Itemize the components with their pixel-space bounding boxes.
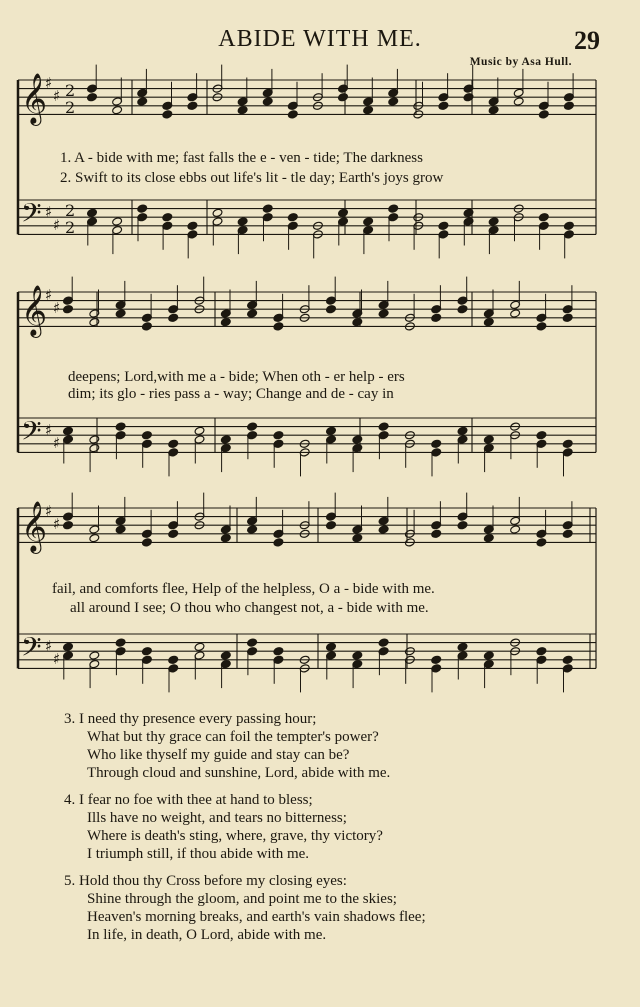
sharp-icon: ♯ [45, 502, 53, 520]
treble-note [352, 317, 363, 326]
bass-note [338, 208, 349, 217]
bass-note [262, 204, 273, 213]
bass-note [378, 422, 389, 431]
bass-note [563, 221, 574, 230]
bass-note [137, 204, 148, 213]
bass-note [89, 435, 100, 444]
verse-3 [64, 710, 390, 782]
lyrics-system-3-verse-1: fail, and comforts flee, Help of the helpless, O a - bide with me. [52, 581, 435, 597]
treble-note [513, 97, 524, 106]
treble-note [536, 538, 547, 547]
treble-note [338, 93, 349, 102]
treble-note [168, 529, 179, 538]
treble-note [141, 322, 152, 331]
treble-clef-icon: 𝄞 [21, 285, 48, 336]
time-signature: 2 [65, 81, 76, 100]
treble-note [115, 525, 126, 534]
bass-note [483, 651, 494, 660]
treble-note [63, 521, 74, 530]
bass-note [168, 655, 179, 664]
bass-note [63, 426, 74, 435]
treble-note [488, 105, 499, 114]
bass-note [273, 431, 284, 440]
verse-line: Ills have no weight, and tears no bitterness; [87, 810, 347, 826]
treble-note [536, 322, 547, 331]
bass-note [194, 426, 205, 435]
bass-note [457, 426, 468, 435]
treble-clef-icon: 𝄞 [21, 501, 48, 552]
sharp-icon: ♯ [53, 515, 61, 533]
treble-clef-icon: 𝄞 [21, 73, 48, 124]
verse-line: What but thy grace can foil the tempter's power? [87, 729, 379, 745]
treble-note [273, 322, 284, 331]
composer-credit: Music by Asa Hull. [469, 56, 572, 68]
bass-note [63, 642, 74, 651]
bass-note [431, 439, 442, 448]
lyrics-system-2-verse-2: dim; its glo - ries pass a - way; Change and de - cay in [68, 386, 394, 402]
treble-note [187, 101, 198, 110]
verse-line: Shine through the gloom, and point me to the skies; [87, 891, 397, 907]
bass-note [287, 213, 298, 222]
bass-note [562, 439, 573, 448]
treble-note [457, 521, 468, 530]
treble-note [483, 533, 494, 542]
sharp-icon: ♯ [53, 650, 61, 668]
treble-note [162, 110, 173, 119]
page-number: 29 [574, 26, 600, 55]
bass-note [352, 435, 363, 444]
treble-note [112, 105, 123, 114]
bass-note [247, 422, 258, 431]
treble-note [431, 529, 442, 538]
bass-note [194, 642, 205, 651]
verse-line: 5. Hold thou thy Cross before my closing eyes: [64, 873, 347, 889]
treble-note [89, 533, 100, 542]
time-signature: 2 [65, 98, 76, 117]
bass-note [378, 638, 389, 647]
sharp-icon: ♯ [53, 434, 61, 452]
treble-note [220, 533, 231, 542]
treble-note [262, 97, 273, 106]
bass-note [431, 655, 442, 664]
treble-note [378, 525, 389, 534]
treble-note [89, 317, 100, 326]
bass-note [247, 638, 258, 647]
bass-note [352, 651, 363, 660]
bass-note [457, 642, 468, 651]
treble-note [141, 538, 152, 547]
bass-note [187, 221, 198, 230]
verse-line: 4. I fear no foe with thee at hand to bless; [64, 792, 313, 808]
verse-5 [64, 872, 426, 944]
treble-note [287, 110, 298, 119]
lyrics-system-3-verse-2: all around I see; O thou who changest not, a - bide with me. [70, 600, 429, 616]
verse-4 [64, 791, 383, 863]
verse-line: Who like thyself my guide and stay can be? [87, 747, 350, 763]
treble-note [168, 313, 179, 322]
treble-note [115, 309, 126, 318]
bass-note [483, 435, 494, 444]
sharp-icon: ♯ [45, 74, 53, 92]
treble-note [388, 97, 399, 106]
treble-note [562, 529, 573, 538]
sharp-icon: ♯ [45, 637, 53, 655]
bass-note [388, 204, 399, 213]
treble-note [352, 533, 363, 542]
treble-note [562, 313, 573, 322]
time-signature: 2 [65, 218, 76, 237]
treble-note [247, 309, 258, 318]
lyrics-system-1-verse-1: 1. A - bide with me; fast falls the e - ven - tide; The darkness [60, 150, 423, 166]
bass-note [273, 647, 284, 656]
treble-note [563, 101, 574, 110]
sharp-icon: ♯ [53, 216, 61, 234]
sharp-icon: ♯ [45, 286, 53, 304]
bass-note [87, 208, 98, 217]
bass-note [141, 431, 152, 440]
treble-note [483, 317, 494, 326]
treble-note [326, 521, 337, 530]
lyrics-system-1-verse-2: 2. Swift to its close ebbs out life's lit - tle day; Earth's joys grow [60, 170, 444, 186]
treble-note [326, 305, 337, 314]
bass-note [168, 439, 179, 448]
treble-note [220, 317, 231, 326]
time-signature: 2 [65, 201, 76, 220]
sharp-icon: ♯ [45, 203, 53, 221]
bass-note [536, 647, 547, 656]
treble-note [137, 97, 148, 106]
treble-note [63, 305, 74, 314]
verse-line: Where is death's sting, where, grave, thy victory? [87, 828, 383, 844]
bass-note [438, 221, 449, 230]
bass-note [538, 213, 549, 222]
bass-note [162, 213, 173, 222]
treble-note [431, 313, 442, 322]
treble-note [538, 110, 549, 119]
bass-note [220, 435, 231, 444]
treble-note [457, 305, 468, 314]
bass-note [220, 651, 231, 660]
bass-clef-icon: 𝄢 [21, 197, 42, 235]
treble-note [510, 309, 521, 318]
bass-note [237, 217, 248, 226]
bass-note [212, 208, 223, 217]
treble-note [273, 538, 284, 547]
bass-note [363, 217, 374, 226]
bass-note [536, 431, 547, 440]
bass-note [112, 217, 123, 226]
verse-line: 3. I need thy presence every passing hour; [64, 711, 317, 727]
bass-note [89, 651, 100, 660]
bass-note [326, 642, 337, 651]
bass-clef-icon: 𝄢 [21, 631, 42, 669]
treble-note [87, 93, 98, 102]
bass-note [115, 422, 126, 431]
sharp-icon: ♯ [45, 421, 53, 439]
treble-note [363, 105, 374, 114]
bass-note [141, 647, 152, 656]
bass-note [562, 655, 573, 664]
bass-note [488, 217, 499, 226]
lyrics-system-2-verse-1: deepens; Lord,with me a - bide; When oth - er help - ers [68, 369, 405, 385]
treble-note [237, 105, 248, 114]
bass-clef-icon: 𝄢 [21, 415, 42, 453]
hymn-title: ABIDE WITH ME. [218, 26, 422, 52]
treble-note [378, 309, 389, 318]
sharp-icon: ♯ [53, 87, 61, 105]
verse-line: I triumph still, if thou abide with me. [87, 846, 310, 862]
verse-line: In life, in death, O Lord, abide with me. [87, 927, 327, 943]
bass-note [326, 426, 337, 435]
verse-line: Heaven's morning breaks, and earth's vain shadows flee; [87, 909, 426, 925]
treble-note [438, 101, 449, 110]
bass-note [115, 638, 126, 647]
treble-note [247, 525, 258, 534]
treble-note [510, 525, 521, 534]
verse-line: Through cloud and sunshine, Lord, abide with me. [87, 765, 391, 781]
sharp-icon: ♯ [53, 299, 61, 317]
